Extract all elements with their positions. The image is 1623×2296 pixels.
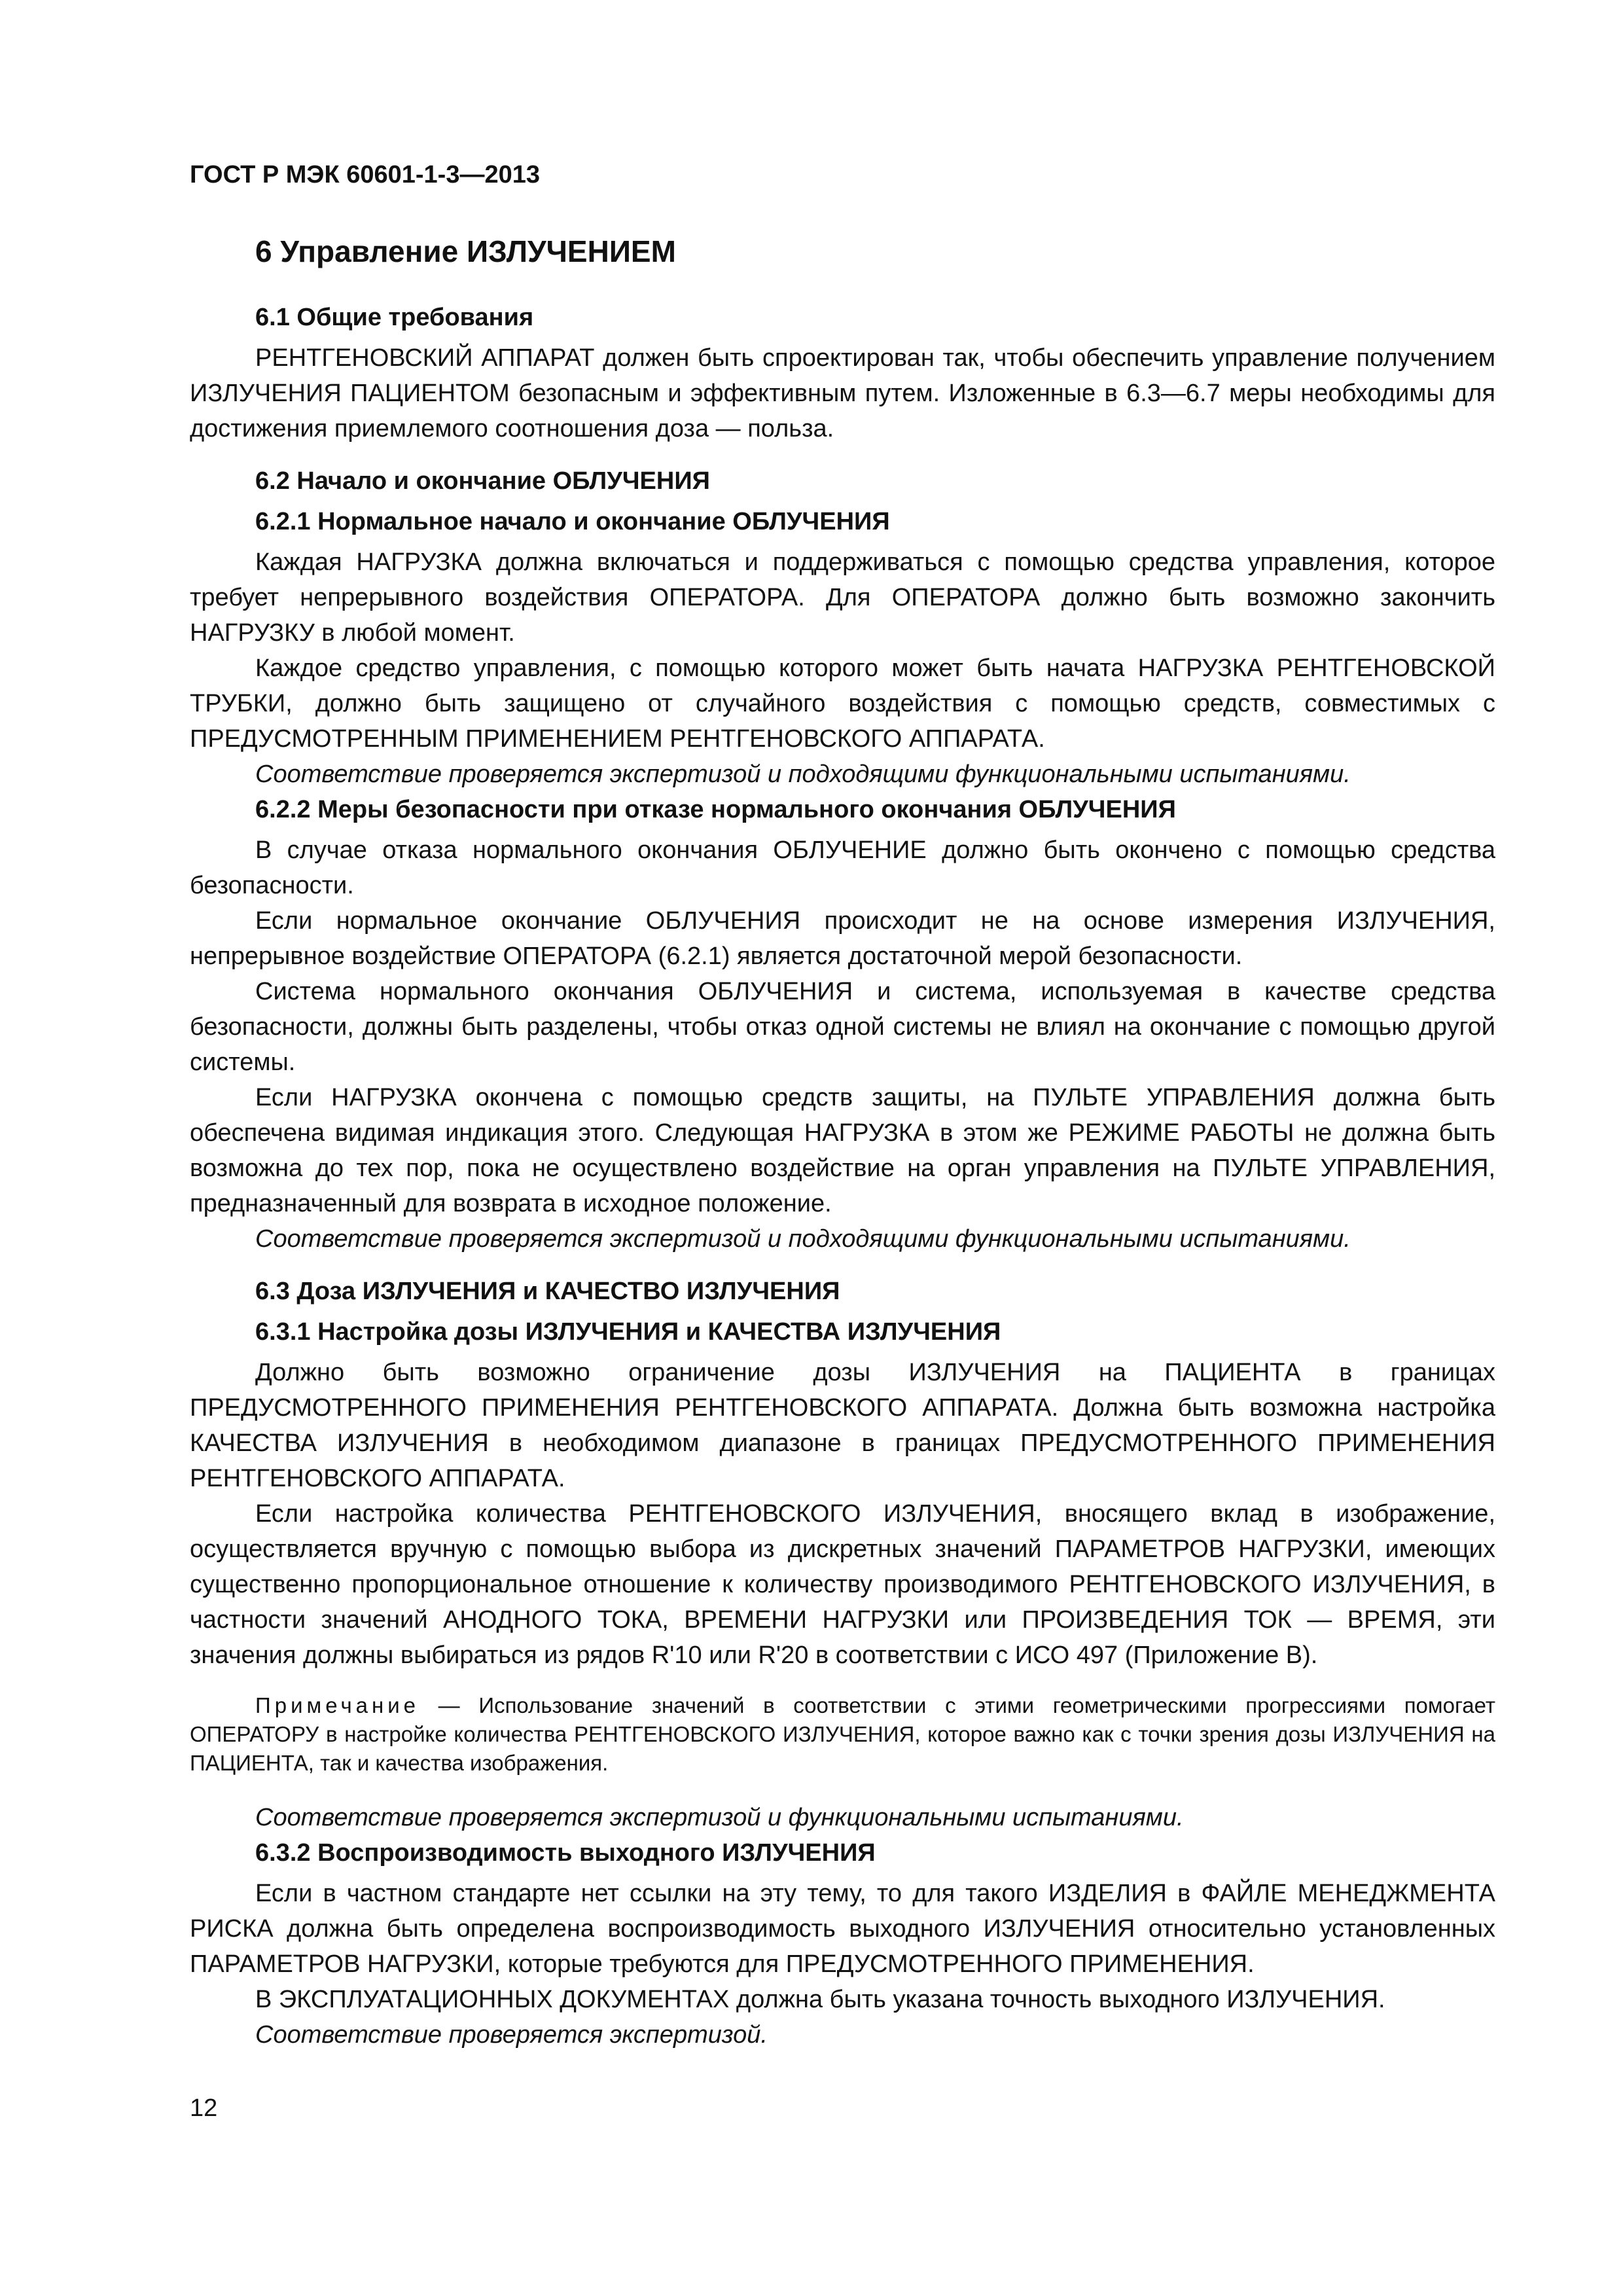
note-text: — Использование значений в соответствии с этими геометрическими прогрессиями помогает ОПЕРАТОРУ в настройке количества РЕНТГЕНОВСКОГО ИЗЛУЧЕНИЯ, которое важно как с точки зрения дозы ИЗЛУЧЕНИЯ на ПАЦИЕНТА, так и качества изображения. [190, 1693, 1495, 1775]
section-6-2-2-title: 6.2.2 Меры безопасности при отказе нормального окончания ОБЛУЧЕНИЯ [255, 796, 1176, 823]
note [190, 1691, 1495, 1778]
compliance-check: Соответствие проверяется экспертизой и подходящими функциональными испытаниями. [255, 1225, 1351, 1253]
paragraph: Если НАГРУЗКА окончена с помощью средств защиты, на ПУЛЬТЕ УПРАВЛЕНИЯ должна быть обеспечена видимая индикация этого. Следующая НАГРУЗКА в этом же РЕЖИМЕ РАБОТЫ не должна быть возможна до тех пор, пока не осуществлено воздействие на орган управления на ПУЛЬТЕ УПРАВЛЕНИЯ, предназначенный для возврата в исходное положение. [190, 1084, 1495, 1217]
section-6-title: 6 Управление ИЗЛУЧЕНИЕМ [255, 234, 676, 268]
paragraph: В ЭКСПЛУАТАЦИОННЫХ ДОКУМЕНТАХ должна быть указана точность выходного ИЗЛУЧЕНИЯ. [255, 1986, 1385, 2013]
paragraph: Каждое средство управления, с помощью которого может быть начата НАГРУЗКА РЕНТГЕНОВСКОЙ ТРУБКИ, должно быть защищено от случайного воздействия с помощью средств, совместимых с ПРЕДУСМОТРЕННЫМ ПРИМЕНЕНИЕМ РЕНТГЕНОВСКОГО АППАРАТА. [190, 655, 1495, 753]
paragraph: Должно быть возможно ограничение дозы ИЗЛУЧЕНИЯ на ПАЦИЕНТА в границах ПРЕДУСМОТРЕННОГО ПРИМЕНЕНИЯ РЕНТГЕНОВСКОГО АППАРАТА. Должна быть возможна настройка КАЧЕСТВА ИЗЛУЧЕНИЯ в необходимом диапазоне в границах ПРЕДУСМОТРЕННОГО ПРИМЕНЕНИЯ РЕНТГЕНОВСКОГО АППАРАТА. [190, 1359, 1495, 1492]
paragraph: Если в частном стандарте нет ссылки на эту тему, то для такого ИЗДЕЛИЯ в ФАЙЛЕ МЕНЕДЖМЕНТА РИСКА должна быть определена воспроизводимость выходного ИЗЛУЧЕНИЯ относительно установленных ПАРАМЕТРОВ НАГРУЗКИ, которые требуются для ПРЕДУСМОТРЕННОГО ПРИМЕНЕНИЯ. [190, 1880, 1495, 1978]
paragraph: Система нормального окончания ОБЛУЧЕНИЯ и система, используемая в качестве средства безопасности, должны быть разделены, чтобы отказ одной системы не влиял на окончание с помощью другой системы. [190, 978, 1495, 1076]
compliance-check: Соответствие проверяется экспертизой. [255, 2021, 768, 2049]
section-6-2-1-title: 6.2.1 Нормальное начало и окончание ОБЛУЧЕНИЯ [255, 508, 890, 535]
paragraph: Если настройка количества РЕНТГЕНОВСКОГО ИЗЛУЧЕНИЯ, вносящего вклад в изображение, осуществляется вручную с помощью выбора из дискретных значений ПАРАМЕТРОВ НАГРУЗКИ, имеющих существенно пропорциональное отношение к количеству производимого РЕНТГЕНОВСКОГО ИЗЛУЧЕНИЯ, в частности значений АНОДНОГО ТОКА, ВРЕМЕНИ НАГРУЗКИ или ПРОИЗВЕДЕНИЯ ТОК — ВРЕМЯ, эти значения должны выбираться из рядов R'10 или R'20 в соответствии с ИСО 497 (Приложение В). [190, 1500, 1495, 1669]
section-6-3-1-title: 6.3.1 Настройка дозы ИЗЛУЧЕНИЯ и КАЧЕСТВА ИЗЛУЧЕНИЯ [255, 1318, 1001, 1346]
page-number: 12 [190, 2094, 218, 2122]
paragraph: Каждая НАГРУЗКА должна включаться и поддерживаться с помощью средства управления, которое требует непрерывного воздействия ОПЕРАТОРА. Для ОПЕРАТОРА должно быть возможно закончить НАГРУЗКУ в любой момент. [190, 548, 1495, 647]
note-label: Примечание [255, 1693, 420, 1717]
paragraph: В случае отказа нормального окончания ОБЛУЧЕНИЕ должно быть окончено с помощью средства безопасности. [190, 836, 1495, 899]
compliance-check: Соответствие проверяется экспертизой и функциональными испытаниями. [255, 1804, 1184, 1831]
section-6-2-title: 6.2 Начало и окончание ОБЛУЧЕНИЯ [255, 467, 710, 495]
document-header: ГОСТ Р МЭК 60601-1-3—2013 [190, 161, 540, 188]
document-page [190, 157, 1495, 2053]
section-6-3-2-title: 6.3.2 Воспроизводимость выходного ИЗЛУЧЕНИЯ [255, 1839, 876, 1867]
section-6-1-title: 6.1 Общие требования [255, 304, 534, 331]
section-6-3-title: 6.3 Доза ИЗЛУЧЕНИЯ и КАЧЕСТВО ИЗЛУЧЕНИЯ [255, 1278, 840, 1305]
section-6-1-paragraph: РЕНТГЕНОВСКИЙ АППАРАТ должен быть спроектирован так, чтобы обеспечить управление получением ИЗЛУЧЕНИЯ ПАЦИЕНТОМ безопасным и эффективным путем. Изложенные в 6.3—6.7 меры необходимы для достижения приемлемого соотношения доза — польза. [190, 344, 1495, 442]
compliance-check: Соответствие проверяется экспертизой и подходящими функциональными испытаниями. [255, 761, 1351, 788]
paragraph: Если нормальное окончание ОБЛУЧЕНИЯ происходит не на основе измерения ИЗЛУЧЕНИЯ, непрерывное воздействие ОПЕРАТОРА (6.2.1) является достаточной мерой безопасности. [190, 907, 1495, 970]
